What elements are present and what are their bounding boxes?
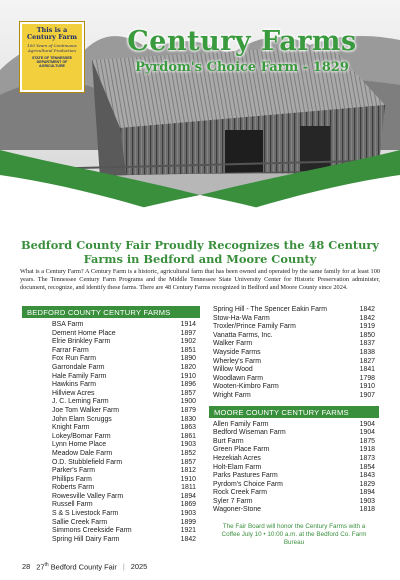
farm-row	[22, 338, 200, 347]
farm-year: 1829	[359, 480, 375, 488]
farm-name: O.D. Stubblefield Farm	[52, 458, 123, 466]
farm-row	[22, 484, 200, 493]
farm-year: 1875	[359, 437, 375, 445]
farm-name: Spring Hill Dairy Farm	[52, 535, 120, 543]
farm-row	[22, 493, 200, 502]
farm-name: Dement Home Place	[52, 329, 116, 337]
farm-year: 1837	[359, 340, 375, 348]
farm-name: Wayside Farms	[213, 348, 261, 356]
farm-row	[209, 392, 379, 401]
farm-row	[209, 340, 379, 349]
farm-row	[22, 381, 200, 390]
farm-year: 1894	[359, 489, 375, 497]
farm-year: 1842	[180, 535, 196, 543]
farm-year: 1838	[359, 348, 375, 356]
farm-name: Fox Run Farm	[52, 355, 97, 363]
edition	[36, 562, 117, 571]
farm-row	[22, 501, 200, 510]
farm-year: 1921	[180, 527, 196, 535]
farm-name: Farrar Farm	[52, 346, 89, 354]
farm-name: Willow Wood	[213, 366, 253, 374]
intro-paragraph: What is a Century Farm? A Century Farm is a historic, agricultural farm that has been owned and operated by the same family for at least 100 years. The Tennessee Century Farm Programs and the Middle Tennessee State University Center for Historic Preservation administer, document, recognize, and identify these farms. There are 48 Century Farms recognized in Bedford and Moore County since 2024.	[20, 268, 380, 292]
farm-year: 1910	[359, 383, 375, 391]
farm-row	[209, 506, 379, 515]
farm-list	[22, 321, 200, 544]
farm-year: 1842	[359, 306, 375, 313]
logo-line-3: 100 Years of Continuous Agricultural Production	[27, 43, 77, 53]
farm-year: 1907	[359, 391, 375, 399]
farm-name: Stow-Ha-Wa Farm	[213, 314, 270, 322]
farm-name: Woodlawn Farm	[213, 374, 264, 382]
farm-name: Green Place Farm	[213, 446, 270, 454]
farm-row	[22, 416, 200, 425]
page-title: Century Farms	[127, 26, 357, 57]
farm-year: 1830	[180, 415, 196, 423]
page-number: 28	[22, 562, 31, 572]
farm-year: 1879	[180, 406, 196, 414]
farm-row	[209, 464, 379, 473]
farm-year: 1827	[359, 357, 375, 365]
farm-row	[209, 481, 379, 490]
logo-line-2: Century Farm	[26, 33, 77, 41]
farm-year: 1811	[181, 484, 196, 492]
farm-row	[22, 450, 200, 459]
farm-year: 1842	[359, 314, 375, 322]
farm-row	[22, 433, 200, 442]
hero-banner	[0, 0, 400, 232]
farm-name: Bedford Wiseman Farm	[213, 429, 286, 437]
farm-row	[22, 321, 200, 330]
farm-name: Holt-Elam Farm	[213, 463, 262, 471]
farm-year: 1903	[180, 441, 196, 449]
farm-year: 1899	[180, 518, 196, 526]
moore-heading: MOORE COUNTY CENTURY FARMS	[209, 406, 379, 418]
article-headline: Bedford County Fair Proudly Recognizes the 48 Century Farms in Bedford and Moore County	[20, 238, 380, 266]
farm-name: Russell Farm	[52, 501, 93, 509]
farm-row	[22, 536, 200, 545]
farm-year: 1910	[180, 475, 196, 483]
farm-row	[209, 429, 379, 438]
farm-row	[209, 446, 379, 455]
farm-year: 1900	[180, 398, 196, 406]
farm-year: 1857	[180, 458, 196, 466]
farm-name: Elrie Brinkley Farm	[52, 338, 111, 346]
farm-name: Rock Creek Farm	[213, 489, 267, 497]
farm-name: Joe Tom Walker Farm	[52, 406, 120, 414]
edition-number: 27	[36, 562, 45, 572]
farm-name: Knight Farm	[52, 424, 90, 432]
farm-name: Wooten-Kimbro Farm	[213, 383, 279, 391]
farm-year: 1850	[359, 331, 375, 339]
farm-name: S & S Livestock Farm	[52, 510, 119, 518]
farm-row	[22, 510, 200, 519]
farm-name: Lynn Home Place	[52, 441, 107, 449]
farm-year: 1820	[180, 363, 196, 371]
farm-year: 1869	[180, 501, 196, 509]
farm-row	[22, 364, 200, 373]
farm-name: BSA Farm	[52, 321, 84, 328]
farm-year: 1896	[180, 381, 196, 389]
farm-year: 1843	[359, 472, 375, 480]
farm-year: 1818	[359, 506, 375, 514]
farm-year: 1903	[180, 510, 196, 518]
farm-year: 1863	[180, 424, 196, 432]
farm-name: Wagoner-Stone	[213, 506, 262, 514]
farm-row	[209, 489, 379, 498]
farm-year: 1904	[359, 420, 375, 428]
coffee-note: The Fair Board will honor the Century Farms with a Coffee July 10 • 10:00 a.m. at the Bedford Co. Farm Bureau	[221, 523, 367, 547]
farm-row	[22, 373, 200, 382]
farm-name: Hezekiah Acres	[213, 454, 261, 462]
farm-row	[22, 390, 200, 399]
farm-name: John Elam Scruggs	[52, 415, 112, 423]
farm-row	[22, 527, 200, 536]
farm-row	[22, 519, 200, 528]
farm-name: Parker's Farm	[52, 467, 96, 475]
farm-name: Walker Farm	[213, 340, 253, 348]
farm-year: 1919	[359, 323, 375, 331]
footer-separator: |	[122, 562, 125, 572]
farm-name: Sallie Creek Farm	[52, 518, 108, 526]
farm-year: 1851	[180, 346, 196, 354]
farm-row	[22, 407, 200, 416]
farm-name: Wherley's Farm	[213, 357, 262, 365]
event-name: Bedford County Fair	[50, 562, 117, 572]
century-farm-logo	[20, 22, 84, 92]
farm-year: 1841	[359, 366, 375, 374]
farm-year: 1812	[180, 467, 196, 475]
farm-row	[209, 332, 379, 341]
farm-row	[209, 498, 379, 507]
logo-line-4: STATE OF TENNESSEE DEPARTMENT OF AGRICULTURE	[31, 56, 72, 69]
farm-row	[209, 455, 379, 464]
farm-year: 1852	[180, 449, 196, 457]
farm-row	[22, 476, 200, 485]
farm-name: Phillips Farm	[52, 475, 92, 483]
farm-row	[209, 421, 379, 430]
farm-name: Pyrdom's Choice Farm	[213, 480, 283, 488]
farm-name: Rowesville Valley Farm	[52, 492, 124, 500]
farm-year: 1902	[180, 338, 196, 346]
farm-row	[209, 349, 379, 358]
farm-name: Hillview Acres	[52, 389, 95, 397]
farm-name: Wright Farm	[213, 391, 251, 399]
farm-year: 1914	[180, 321, 196, 328]
footer-year: 2025	[130, 562, 148, 572]
farm-row	[209, 438, 379, 447]
farm-name: Allen Family Farm	[213, 420, 269, 428]
farm-row	[22, 347, 200, 356]
farm-year: 1904	[359, 429, 375, 437]
farm-name: Parks Pastures Farm	[213, 472, 278, 480]
farm-year: 1894	[180, 492, 196, 500]
farm-row	[22, 398, 200, 407]
farm-name: Lokey/Bomar Farm	[52, 432, 111, 440]
farm-row	[22, 330, 200, 339]
farm-name: Spring Hill - The Spencer Eakin Farm	[213, 306, 327, 313]
farm-name: Simmons Creekside Farm	[52, 527, 132, 535]
farm-name: Burt Farm	[213, 437, 244, 445]
bedford-list-left	[22, 306, 200, 544]
farm-row	[209, 375, 379, 384]
farm-row	[209, 323, 379, 332]
farm-row	[209, 358, 379, 367]
farm-row	[22, 459, 200, 468]
farm-row	[22, 355, 200, 364]
farm-name: Vanatta Farms, Inc.	[213, 331, 273, 339]
farm-row	[209, 366, 379, 375]
farm-name: Troxler/Prince Family Farm	[213, 323, 296, 331]
farm-row	[209, 383, 379, 392]
farm-row	[22, 424, 200, 433]
edition-suffix: th	[44, 562, 49, 568]
farm-row	[22, 441, 200, 450]
farm-name: Hawkins Farm	[52, 381, 97, 389]
farm-name: Roberts Farm	[52, 484, 95, 492]
farm-list	[209, 306, 379, 401]
bedford-heading: BEDFORD COUNTY CENTURY FARMS	[22, 306, 200, 318]
farm-year: 1903	[359, 497, 375, 505]
farm-year: 1798	[359, 374, 375, 382]
farm-year: 1857	[180, 389, 196, 397]
farm-name: Garrondale Farm	[52, 363, 105, 371]
farm-row	[22, 467, 200, 476]
page-footer	[22, 562, 147, 571]
farm-year: 1890	[180, 355, 196, 363]
bedford-list-right	[209, 306, 379, 548]
farm-name: J. C. Leming Farm	[52, 398, 109, 406]
farm-name: Meadow Dale Farm	[52, 449, 113, 457]
farm-row	[209, 315, 379, 324]
farm-year: 1873	[359, 454, 375, 462]
farm-name: Syler 7 Farm	[213, 497, 253, 505]
farm-row	[209, 472, 379, 481]
farm-name: Hale Family Farm	[52, 372, 107, 380]
farm-year: 1897	[180, 329, 196, 337]
page-subtitle: Pyrdom's Choice Farm - 1829	[135, 60, 349, 75]
farm-year: 1854	[359, 463, 375, 471]
farm-row	[209, 306, 379, 315]
farm-year: 1910	[180, 372, 196, 380]
farm-year: 1918	[359, 446, 375, 454]
logo-line-1: This is a	[36, 26, 68, 34]
farm-year: 1861	[180, 432, 196, 440]
farm-list	[209, 421, 379, 516]
